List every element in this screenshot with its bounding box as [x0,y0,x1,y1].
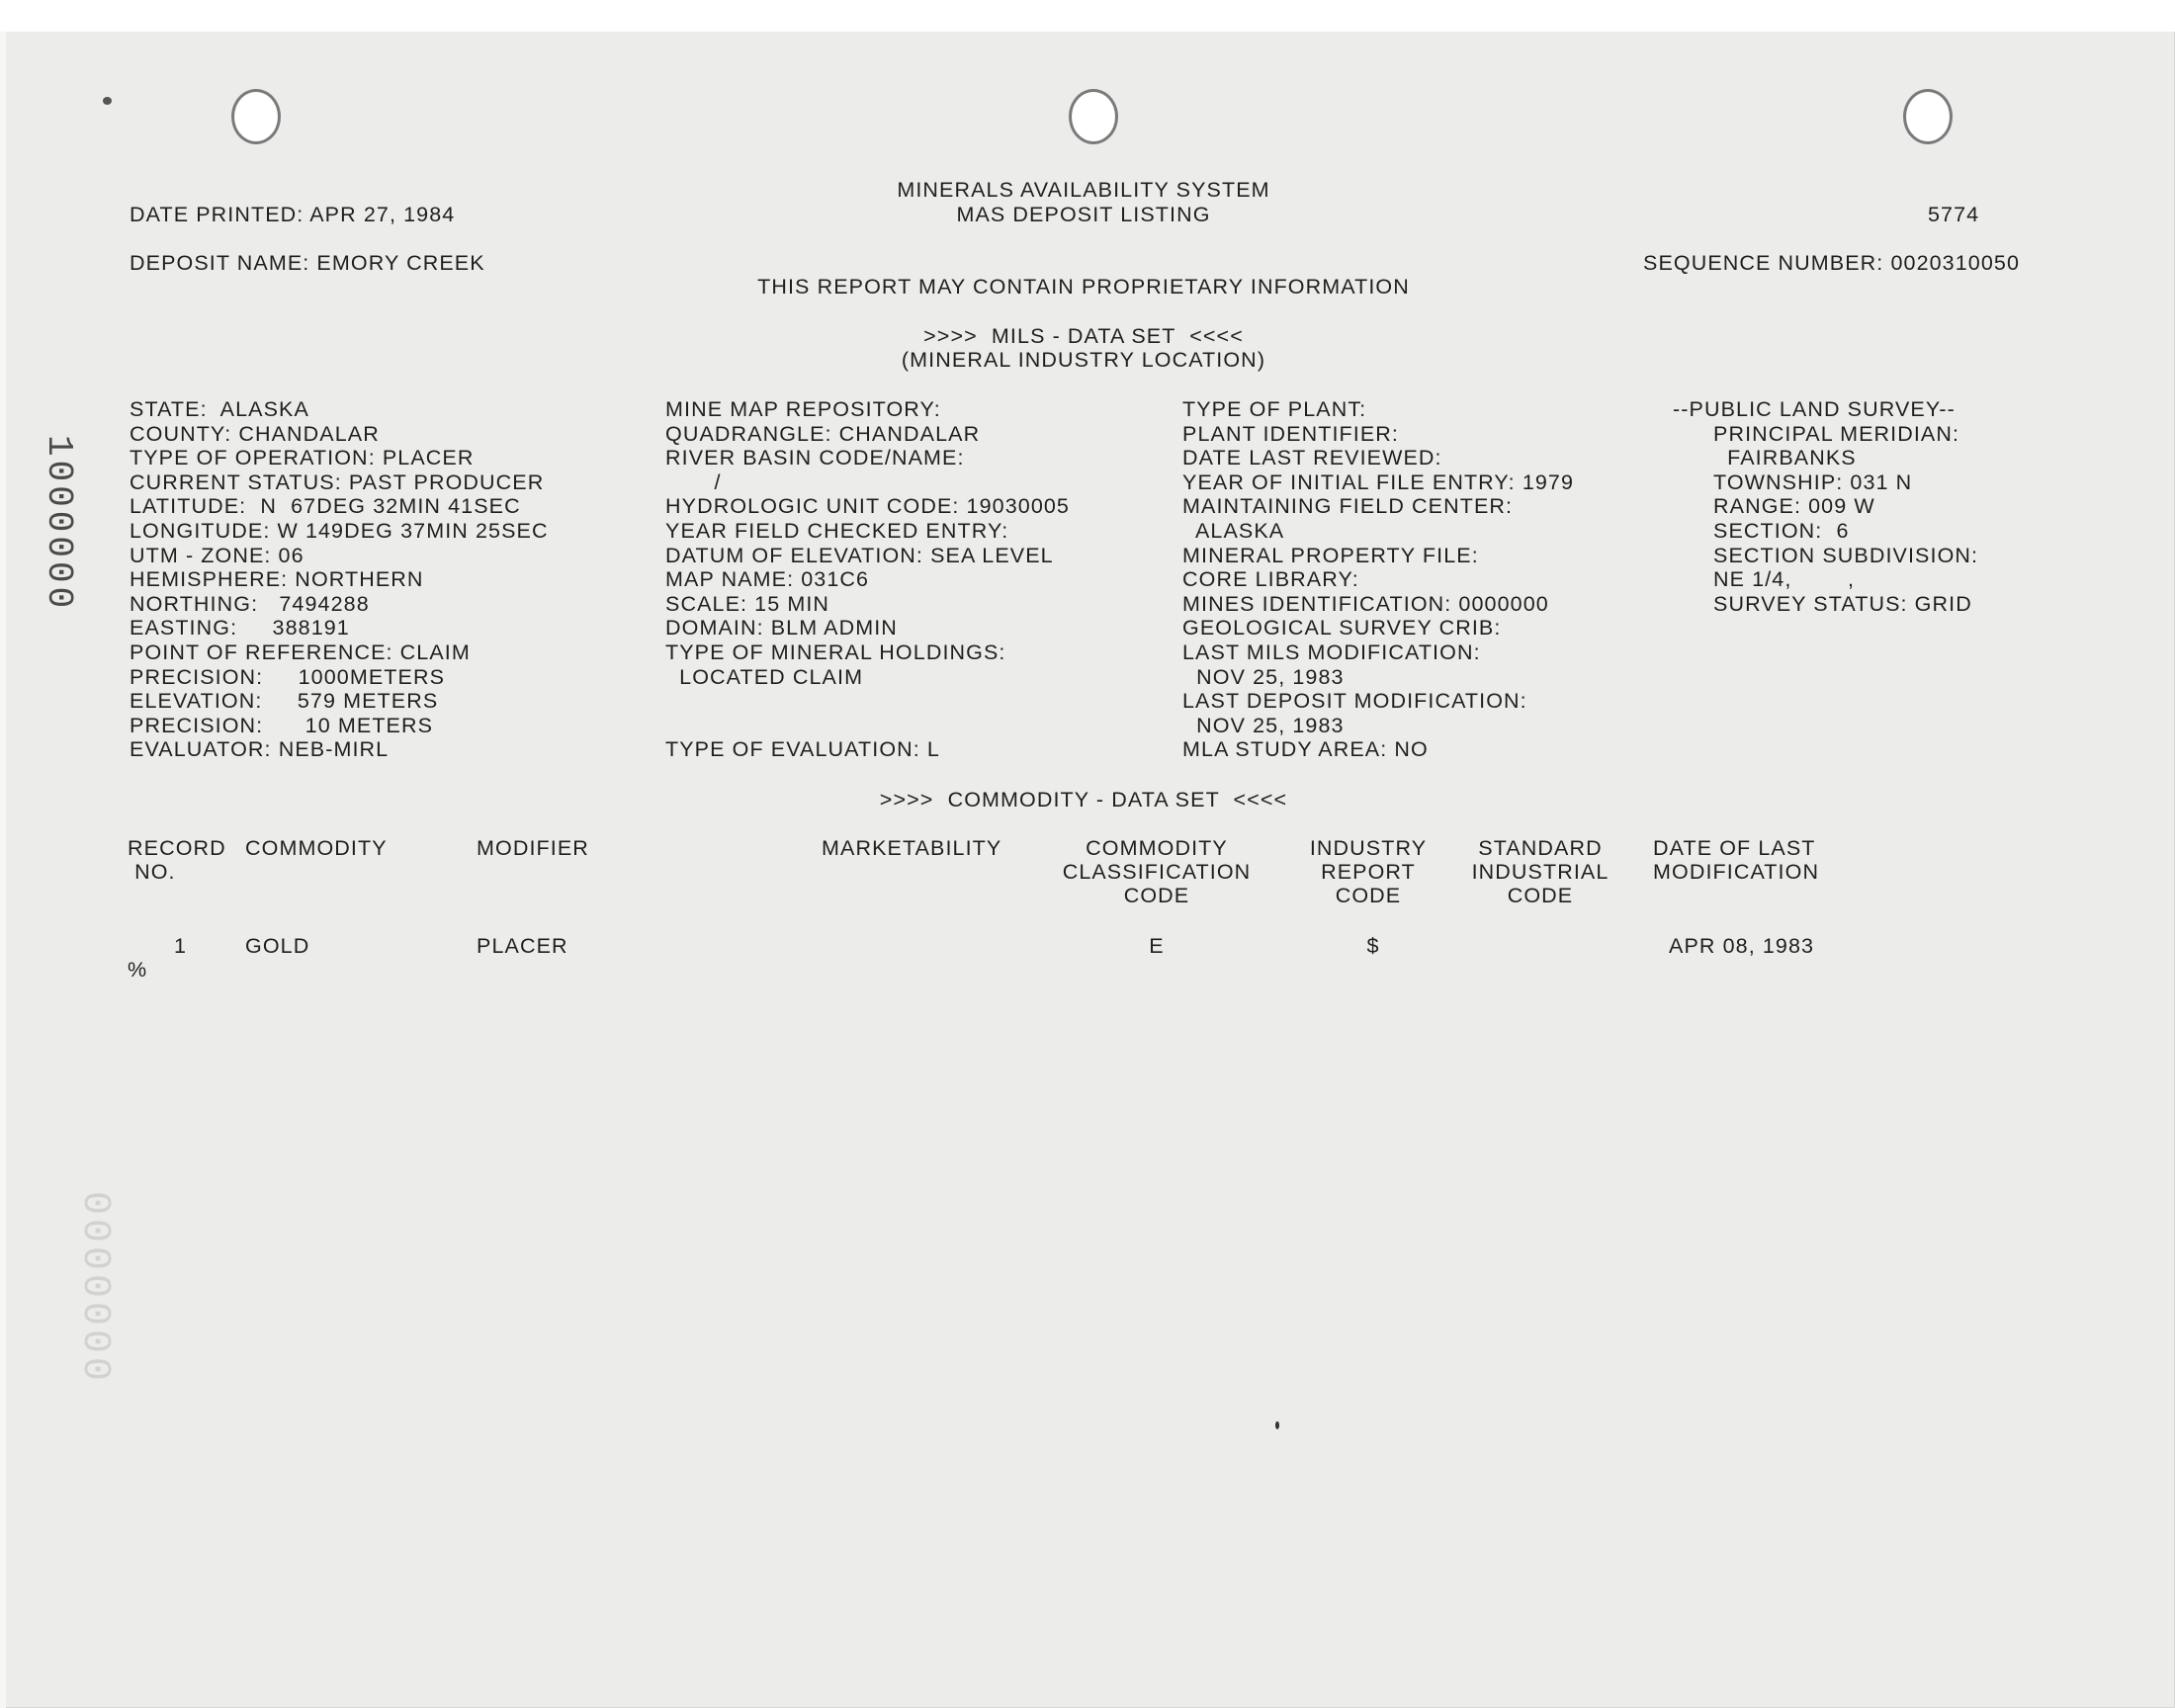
plant-field: CORE LIBRARY: [1182,567,1359,591]
map-field: MINE MAP REPOSITORY: [665,397,941,421]
public-land-survey-title: --PUBLIC LAND SURVEY-- [1673,397,1956,421]
binder-hole-left [231,89,281,144]
end-of-listing-marker: % [128,958,148,982]
map-field: HYDROLOGIC UNIT CODE: 19030005 [665,494,1070,518]
plant-field: NOV 25, 1983 [1182,665,1345,689]
location-field: NORTHING: 7494288 [130,592,370,616]
location-field: LONGITUDE: W 149DEG 37MIN 25SEC [130,519,549,543]
location-field: EVALUATOR: NEB-MIRL [130,737,390,761]
location-field: STATE: ALASKA [130,397,309,421]
binder-hole-right [1903,89,1953,144]
map-field: QUADRANGLE: CHANDALAR [665,422,981,446]
page-number: 5774 [1928,203,1980,226]
map-field: MAP NAME: 031C6 [665,567,870,591]
map-field: DATUM OF ELEVATION: SEA LEVEL [665,544,1054,567]
mils-section-title: >>>> MILS - DATA SET <<<< [923,324,1244,348]
survey-field: RANGE: 009 W [1713,494,1875,518]
margin-stamp-ghost: 0000000 [72,1191,117,1386]
scan-speck [1275,1421,1279,1429]
row-date-modified: APR 08, 1983 [1669,934,1815,958]
plant-field: PLANT IDENTIFIER: [1182,422,1400,446]
location-field: EASTING: 388191 [130,616,350,640]
commodity-section-title: >>>> COMMODITY - DATA SET <<<< [879,788,1288,811]
map-field: / [665,470,722,494]
date-printed: DATE PRINTED: APR 27, 1984 [130,203,456,226]
row-modifier: PLACER [477,934,568,958]
mils-section-subtitle: (MINERAL INDUSTRY LOCATION) [901,348,1266,372]
row-record-no: 1 [174,934,188,958]
survey-field: SURVEY STATUS: GRID [1713,592,1972,616]
map-field: TYPE OF MINERAL HOLDINGS: [665,640,1006,664]
location-field: PRECISION: 10 METERS [130,714,434,737]
location-field: POINT OF REFERENCE: CLAIM [130,640,471,664]
survey-field: FAIRBANKS [1713,446,1857,470]
location-field: UTM - ZONE: 06 [130,544,304,567]
plant-field: DATE LAST REVIEWED: [1182,446,1442,470]
col-header-standard-industrial: STANDARD INDUSTRIAL CODE [1471,836,1610,907]
plant-field: MINES IDENTIFICATION: 0000000 [1182,592,1549,616]
map-field: LOCATED CLAIM [665,665,864,689]
row-industry-report-code: $ [1366,934,1380,958]
scan-top-margin [0,0,2175,32]
plant-field: LAST DEPOSIT MODIFICATION: [1182,689,1527,713]
plant-field: MINERAL PROPERTY FILE: [1182,544,1479,567]
map-field: YEAR FIELD CHECKED ENTRY: [665,519,1009,543]
col-header-commodity: COMMODITY [245,836,388,860]
col-header-classification: COMMODITY CLASSIFICATION CODE [1062,836,1252,907]
survey-field: NE 1/4, , [1713,567,1856,591]
plant-field: MLA STUDY AREA: NO [1182,737,1429,761]
location-field: PRECISION: 1000METERS [130,665,446,689]
plant-field: TYPE OF PLANT: [1182,397,1367,421]
survey-field: PRINCIPAL MERIDIAN: [1713,422,1960,446]
location-field: CURRENT STATUS: PAST PRODUCER [130,470,545,494]
location-field: ELEVATION: 579 METERS [130,689,439,713]
plant-field: LAST MILS MODIFICATION: [1182,640,1481,664]
col-header-marketability: MARKETABILITY [822,836,1002,860]
map-field: SCALE: 15 MIN [665,592,830,616]
sequence-number: SEQUENCE NUMBER: 0020310050 [1643,251,2021,275]
survey-field: SECTION SUBDIVISION: [1713,544,1979,567]
survey-field: SECTION: 6 [1713,519,1850,543]
col-header-date-modified: DATE OF LAST MODIFICATION [1653,836,1820,884]
location-field: HEMISPHERE: NORTHERN [130,567,424,591]
plant-field: NOV 25, 1983 [1182,714,1345,737]
system-title: MINERALS AVAILABILITY SYSTEM [897,178,1270,202]
plant-field: MAINTAINING FIELD CENTER: [1182,494,1514,518]
col-header-record-no: RECORD NO. [128,836,226,884]
plant-field: GEOLOGICAL SURVEY CRIB: [1182,616,1502,640]
scan-left-margin [0,32,6,1708]
proprietary-notice: THIS REPORT MAY CONTAIN PROPRIETARY INFORMATION [757,275,1410,299]
row-commodity: GOLD [245,934,310,958]
map-field: TYPE OF EVALUATION: L [665,737,940,761]
location-field: COUNTY: CHANDALAR [130,422,380,446]
location-field: LATITUDE: N 67DEG 32MIN 41SEC [130,494,521,518]
map-field: DOMAIN: BLM ADMIN [665,616,898,640]
binder-hole-center [1069,89,1118,144]
plant-field: YEAR OF INITIAL FILE ENTRY: 1979 [1182,470,1575,494]
col-header-modifier: MODIFIER [477,836,589,860]
listing-title: MAS DEPOSIT LISTING [956,203,1211,226]
scan-speck [103,97,112,105]
col-header-industry-report: INDUSTRY REPORT CODE [1309,836,1428,907]
survey-field: TOWNSHIP: 031 N [1713,470,1913,494]
row-classification-code: E [1149,934,1165,958]
deposit-name: DEPOSIT NAME: EMORY CREEK [130,251,485,275]
location-field: TYPE OF OPERATION: PLACER [130,446,475,470]
plant-field: ALASKA [1182,519,1285,543]
margin-stamp-number: 1000000 [39,435,79,613]
map-field: RIVER BASIN CODE/NAME: [665,446,965,470]
